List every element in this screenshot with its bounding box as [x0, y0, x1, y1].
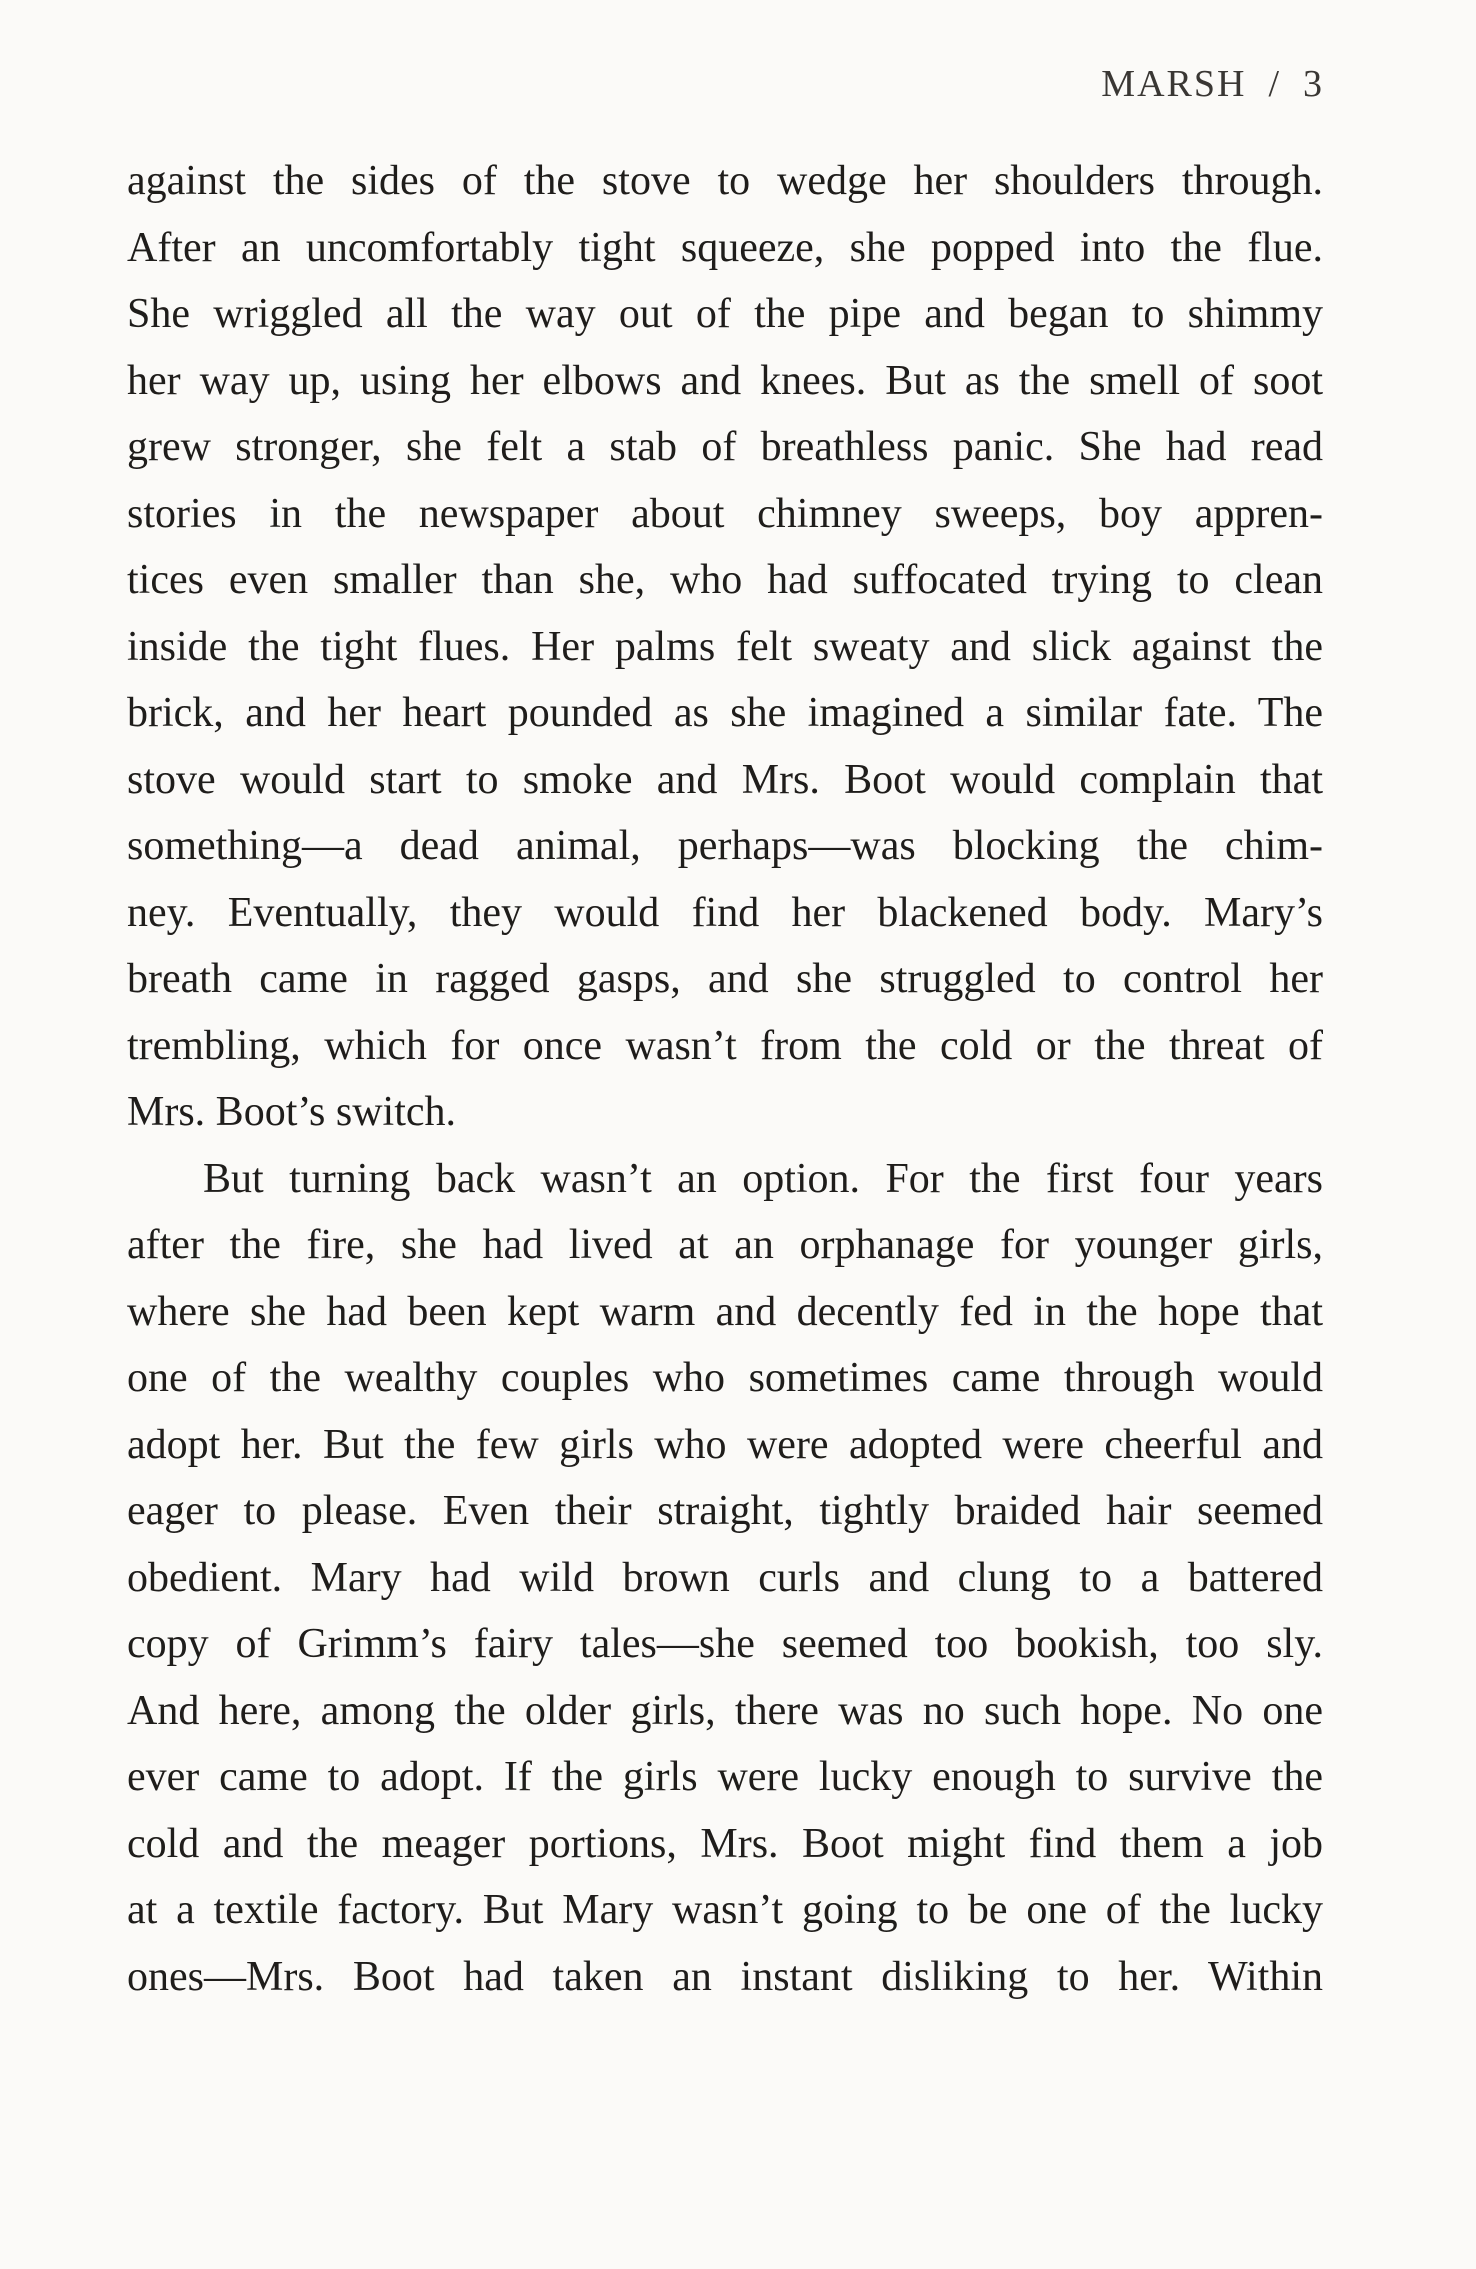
text-line: after the fire, she had lived at an orphanage for younger girls,: [127, 1222, 1323, 1268]
text-line: tices even smaller than she, who had suffocated trying to clean: [127, 557, 1323, 603]
text-line: copy of Grimm’s fairy tales—she seemed too bookish, too sly.: [127, 1621, 1323, 1667]
text-line: one of the wealthy couples who sometimes came through would: [127, 1355, 1323, 1401]
body-text: [127, 148, 1323, 2010]
text-line: something—a dead animal, perhaps—was blocking the chim-: [127, 823, 1323, 869]
author-name: MARSH: [1101, 63, 1247, 105]
text-line: Mrs. Boot’s switch.: [127, 1089, 457, 1135]
text-line: where she had been kept warm and decently fed in the hope that: [127, 1288, 1323, 1335]
text-line: After an uncomfortably tight squeeze, she popped into the flue.: [127, 224, 1323, 271]
text-line: breath came in ragged gasps, and she struggled to control her: [127, 956, 1323, 1002]
text-line: ney. Eventually, they would find her blackened body. Mary’s: [127, 889, 1323, 936]
running-head: [1101, 62, 1324, 106]
page-number: 3: [1303, 63, 1324, 105]
text-line: grew stronger, she felt a stab of breathless panic. She had read: [127, 424, 1323, 470]
text-line: inside the tight flues. Her palms felt sweaty and slick against the: [127, 623, 1323, 670]
text-line: stories in the newspaper about chimney sweeps, boy appren-: [127, 490, 1323, 537]
text-line: brick, and her heart pounded as she imagined a similar fate. The: [127, 690, 1323, 736]
text-line: at a textile factory. But Mary wasn’t going to be one of the lucky: [127, 1887, 1323, 1933]
text-line: ever came to adopt. If the girls were lucky enough to survive the: [127, 1754, 1323, 1800]
header-separator: /: [1268, 63, 1281, 105]
paragraph: [127, 148, 1323, 1146]
text-line: against the sides of the stove to wedge her shoulders through.: [127, 158, 1323, 204]
text-line: obedient. Mary had wild brown curls and clung to a battered: [127, 1554, 1323, 1601]
text-line: her way up, using her elbows and knees. But as the smell of soot: [127, 357, 1323, 404]
text-line: stove would start to smoke and Mrs. Boot would complain that: [127, 756, 1323, 803]
text-line: But turning back wasn’t an option. For the first four years: [203, 1155, 1323, 1202]
text-line: eager to please. Even their straight, tightly braided hair seemed: [127, 1488, 1323, 1534]
text-line: adopt her. But the few girls who were adopted were cheerful and: [127, 1421, 1323, 1468]
text-line: cold and the meager portions, Mrs. Boot might find them a job: [127, 1820, 1323, 1867]
text-line: ones—Mrs. Boot had taken an instant disliking to her. Within: [127, 1953, 1323, 2000]
text-line: And here, among the older girls, there was no such hope. No one: [127, 1687, 1323, 1734]
paragraph: [127, 1146, 1323, 2011]
text-line: She wriggled all the way out of the pipe and began to shimmy: [127, 291, 1323, 337]
text-line: trembling, which for once wasn’t from the cold or the threat of: [127, 1022, 1323, 1069]
